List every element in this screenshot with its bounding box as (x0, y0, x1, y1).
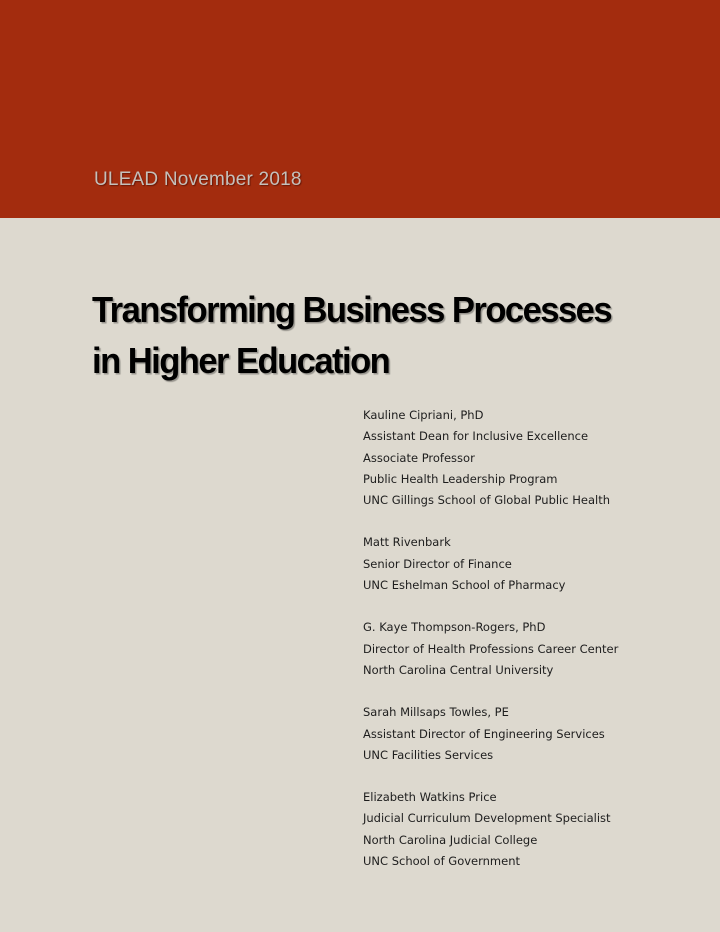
author-entry (363, 702, 703, 766)
document-title (92, 284, 611, 386)
author-affiliation: Public Health Leadership Program (363, 471, 558, 486)
author-entry (363, 405, 703, 511)
author-name: G. Kaye Thompson-Rogers, PhD (363, 620, 546, 635)
author-entry (363, 617, 703, 681)
author-list (363, 405, 703, 893)
header-label: ULEAD November 2018 (94, 169, 302, 190)
header-band (0, 0, 720, 218)
author-name: Kauline Cipriani, PhD (363, 408, 484, 422)
author-title: Assistant Director of Engineering Services (363, 726, 605, 741)
author-affiliation: UNC Gillings School of Global Public Health (363, 493, 610, 508)
title-line: in Higher Education (92, 340, 390, 381)
author-affiliation: North Carolina Judicial College (363, 832, 538, 847)
author-entry (363, 532, 703, 596)
author-title: Director of Health Professions Career Center (363, 641, 619, 656)
author-title: Judicial Curriculum Development Specialist (363, 811, 611, 826)
author-affiliation: UNC School of Government (363, 854, 520, 869)
author-affiliation: North Carolina Central University (363, 662, 554, 677)
author-name: Elizabeth Watkins Price (363, 790, 497, 805)
title-line: Transforming Business Processes (92, 289, 612, 330)
author-title: Assistant Dean for Inclusive Excellence (363, 429, 589, 444)
author-title: Senior Director of Finance (363, 556, 512, 571)
author-affiliation: UNC Eshelman School of Pharmacy (363, 578, 566, 593)
author-entry (363, 787, 703, 872)
author-affiliation: UNC Facilities Services (363, 747, 494, 762)
author-title: Associate Professor (363, 450, 475, 465)
author-name: Sarah Millsaps Towles, PE (363, 705, 509, 720)
author-name: Matt Rivenbark (363, 535, 451, 550)
